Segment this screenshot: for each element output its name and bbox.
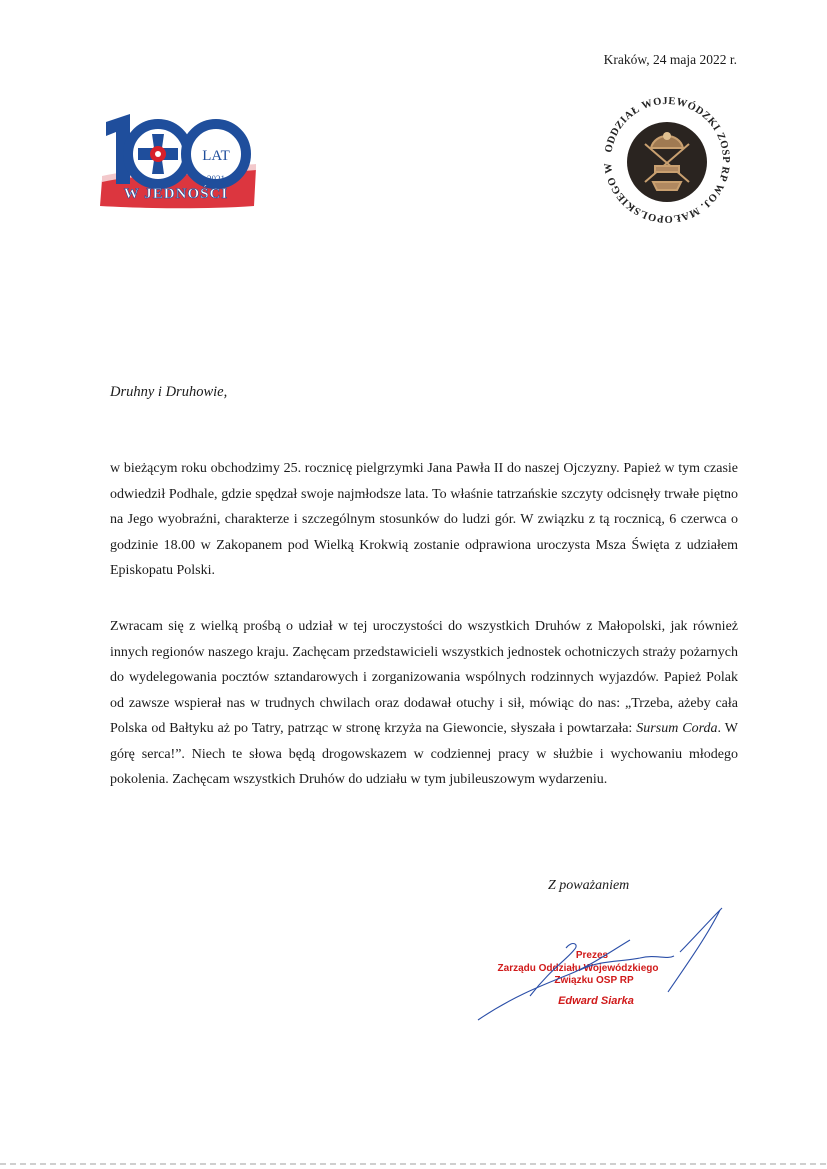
scan-edge-rule bbox=[0, 1163, 827, 1165]
centenary-logo bbox=[96, 110, 258, 210]
sursum-corda-italic: Sursum Corda bbox=[636, 721, 718, 736]
logo-year-end: 2021 bbox=[207, 174, 225, 184]
stamp-ring-text: ODDZIAŁ WOJEWÓDZKI ZOSP RP WOJ. MAŁOPOLSKIEGO W bbox=[602, 95, 732, 225]
paragraph-2-part-a: Zwracam się z wielką prośbą o udział w tej uroczystości do wszystkich Druhów z Małopolski, jak również innych regionów naszego kraju. Zachęcam przedstawicieli wszystkich jednostek ochotniczych straży pożarnych do wydelegowania pocztów sztandarowych i zorganizowania wspólnych rodzinnych wyjazdów. Papież Polak od zawsze wspierał nas w trudnych chwilach oraz dodawał otuchy i sił, mówiąc do nas: „Trzeba, ażeby cała Polska od Bałtyku aż po Tatry, patrząc w stronę krzyża na Giewoncie, słyszała i powtarzała: bbox=[110, 619, 738, 736]
logo-lat-text: LAT bbox=[202, 148, 230, 164]
signature-block bbox=[470, 900, 750, 1030]
letter-closing: Z poważaniem bbox=[548, 878, 630, 893]
logo-motto: W JEDNOŚCI bbox=[123, 186, 229, 202]
paragraph-2-part-b: . W górę serca!”. Niech te słowa będą drogowskazem w codziennej pracy w służbie i wychowaniu młodego pokolenia. Zachęcam wszystkich Druhów do udziału w tym jubileuszowym wydarzeniu. bbox=[110, 721, 738, 787]
signature-title-line1: Prezes bbox=[575, 950, 609, 961]
letter-paragraph-2 bbox=[110, 614, 738, 793]
letter-greeting: Druhny i Druhowie, bbox=[110, 384, 228, 400]
letter-paragraph-1: w bieżącym roku obchodzimy 25. rocznicę pielgrzymki Jana Pawła II do naszej Ojczyzny. Papież w tym czasie odwiedził Podhale, gdzie spędzał swoje najmłodsze lata. To właśnie tatrzańskie szczyty odcisnęły trwałe piętno na Jego wyobraźni, charakterze i szczególnym stosunków do ludzi gór. W związku z tą rocznicą, 6 czerwca o godzinie 18.00 w Zakopanem pod Wielką Krokwią zostanie odprawiona uroczysta Msza Święta z udziałem Episkopatu Polski. bbox=[110, 461, 738, 578]
logo-year-start: 1921 bbox=[207, 120, 225, 130]
osp-regional-stamp bbox=[593, 86, 741, 234]
signature-title-line3: Związku OSP RP bbox=[554, 975, 634, 986]
letter-date: Kraków, 24 maja 2022 r. bbox=[603, 52, 737, 67]
signature-title-line2: Zarządu Oddziału Wojewódzkiego bbox=[497, 963, 659, 974]
signature-name: Edward Siarka bbox=[558, 995, 634, 1007]
